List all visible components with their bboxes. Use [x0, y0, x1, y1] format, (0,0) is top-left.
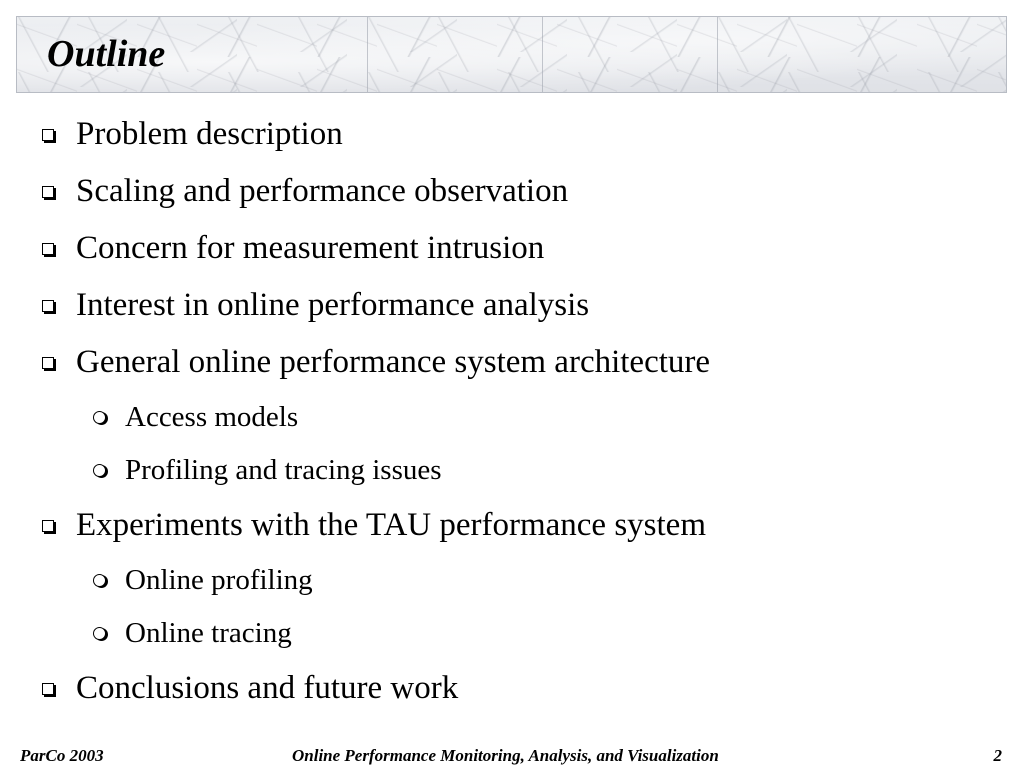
- outline-subitem-text: Online profiling: [125, 564, 313, 596]
- circle-bullet-icon: [93, 411, 106, 424]
- circle-bullet-icon: [93, 464, 106, 477]
- square-bullet-icon: [42, 129, 54, 141]
- outline-item-text: General online performance system architecture: [76, 344, 711, 380]
- outline-item-text: Conclusions and future work: [76, 670, 459, 706]
- square-bullet-icon: [42, 520, 54, 532]
- footer-talk-title: Online Performance Monitoring, Analysis, and Visualization: [292, 746, 719, 765]
- slide-footer: [0, 744, 1024, 768]
- outline-item-text: Concern for measurement intrusion: [76, 230, 545, 266]
- title-banner: [16, 16, 1007, 93]
- outline-item-text: Problem description: [76, 116, 343, 152]
- banner-divider: [367, 17, 368, 92]
- square-bullet-icon: [42, 186, 54, 198]
- outline-item-text: Scaling and performance observation: [76, 173, 569, 209]
- outline-subitem-text: Online tracing: [125, 617, 292, 649]
- outline-item-text: Interest in online performance analysis: [76, 287, 590, 323]
- page-number: 2: [993, 746, 1002, 765]
- banner-divider: [542, 17, 543, 92]
- square-bullet-icon: [42, 357, 54, 369]
- square-bullet-icon: [42, 683, 54, 695]
- outline-subitem-text: Access models: [125, 401, 299, 433]
- outline-subitem-text: Profiling and tracing issues: [125, 454, 442, 486]
- slide-title: Outline: [47, 33, 166, 75]
- footer-conference: ParCo 2003: [20, 746, 104, 765]
- square-bullet-icon: [42, 300, 54, 312]
- banner-divider: [717, 17, 718, 92]
- circle-bullet-icon: [93, 574, 106, 587]
- outline-item-text: Experiments with the TAU performance system: [76, 507, 706, 543]
- circle-bullet-icon: [93, 627, 106, 640]
- square-bullet-icon: [42, 243, 54, 255]
